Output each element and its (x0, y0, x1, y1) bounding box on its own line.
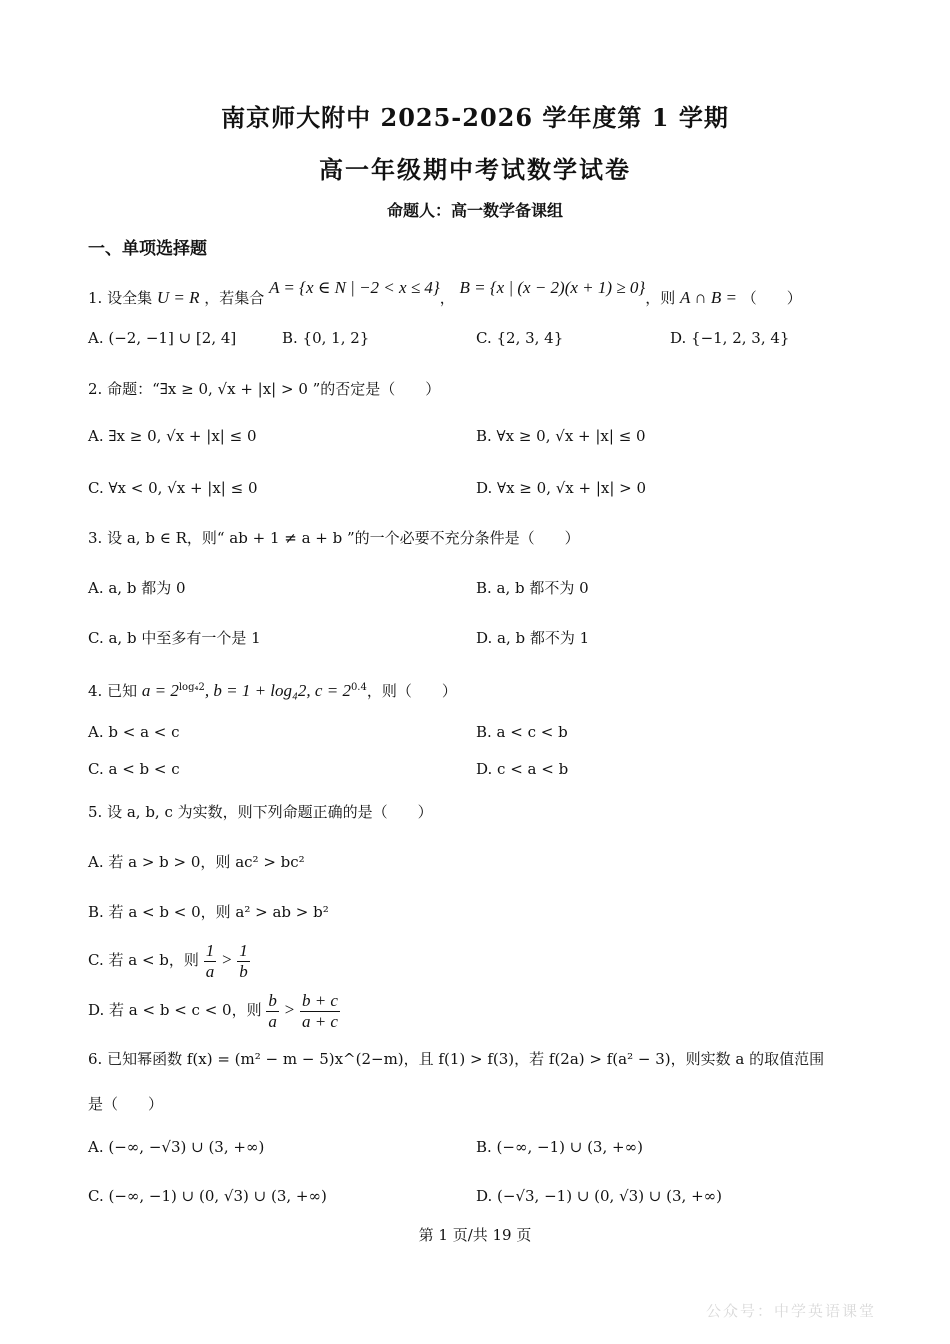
exam-title-line2: 高一年级期中考试数学试卷 (319, 155, 631, 184)
question-3-option-c[interactable]: C. a, b 中至多有一个是 1 (88, 629, 261, 647)
question-5-option-a[interactable]: A. 若 a > b > 0，则 ac² > bc² (88, 853, 305, 871)
question-1-option-d[interactable]: D. {−1, 2, 3, 4} (670, 329, 790, 347)
question-1-option-b[interactable]: B. {0, 1, 2} (282, 329, 370, 347)
fraction-1-over-b: $\frac{1}{b}$ (239, 940, 248, 981)
question-1-stem: 1. 设全集 U = R ，若集合 A = {x ∈ N | −2 < x ≤ 4}， B = {x | (x − 2)(x + 1) ≥ 0}，则 A ∩ B = （ ） (88, 278, 802, 307)
question-2-option-c[interactable]: C. ∀x < 0, √x + |x| ≤ 0 (88, 479, 258, 497)
question-6-stem-line2: 是（ ） (88, 1095, 164, 1113)
question-3-stem: 3. 设 a, b ∈ R，则“ ab + 1 ≠ a + b ”的一个必要不充分条件是（ ） (88, 529, 580, 547)
question-1-option-a[interactable]: A. (−2, −1] ∪ [2, 4] (88, 329, 237, 347)
question-5-option-b[interactable]: B. 若 a < b < 0，则 a² > ab > b² (88, 903, 329, 921)
question-3-option-a[interactable]: A. a, b 都为 0 (88, 579, 186, 597)
watermark: 公众号：中学英语课堂 (706, 1302, 877, 1320)
section-title: 一、单项选择题 (88, 239, 207, 259)
question-4-option-c[interactable]: C. a < b < c (88, 760, 180, 778)
exam-title-line1: 南京师大附中 2025-2026 学年度第 1 学期 (221, 103, 729, 132)
question-6-stem-line1: 6. 已知幂函数 f(x) = (m² − m − 5)x^(2−m)，且 f(1) > f(3)，若 f(2a) > f(a² − 3)，则实数 a 的取值范围 (88, 1050, 825, 1068)
question-4-stem: 4. 已知 $a = 2^{log_42}$, b = 1 + log₄2, $c = 2^{0.4}$，则（ ） (88, 681, 457, 700)
question-2-stem: 2. 命题：“∃x ≥ 0, √x + |x| > 0 ”的否定是（ ） (88, 380, 441, 398)
question-2-option-a[interactable]: A. ∃x ≥ 0, √x + |x| ≤ 0 (88, 427, 257, 445)
question-5-option-c[interactable]: C. 若 a < b，则 $\frac{1}{a}$ > $\frac{1}{b}$ (88, 940, 248, 981)
question-6-option-c[interactable]: C. (−∞, −1) ∪ (0, √3) ∪ (3, +∞) (88, 1187, 327, 1205)
question-5-stem: 5. 设 a, b, c 为实数，则下列命题正确的是（ ） (88, 803, 433, 821)
fraction-1-over-a: $\frac{1}{a}$ (205, 940, 215, 981)
exam-author: 命题人：高一数学备课组 (386, 201, 563, 220)
page-footer: 第 1 页/共 19 页 (418, 1226, 532, 1244)
question-4-option-d[interactable]: D. c < a < b (476, 760, 569, 778)
fraction-b-over-a: $\frac{b}{a}$ (268, 990, 277, 1031)
fraction-b-plus-c-over-a-plus-c: $\frac{b + c}{a + c}$ (301, 990, 338, 1031)
question-2-option-d[interactable]: D. ∀x ≥ 0, √x + |x| > 0 (476, 479, 647, 497)
question-6-option-d[interactable]: D. (−√3, −1) ∪ (0, √3) ∪ (3, +∞) (476, 1187, 722, 1205)
question-6-option-a[interactable]: A. (−∞, −√3) ∪ (3, +∞) (88, 1138, 265, 1156)
question-2-option-b[interactable]: B. ∀x ≥ 0, √x + |x| ≤ 0 (476, 427, 646, 445)
question-1-option-c[interactable]: C. {2, 3, 4} (476, 329, 564, 347)
question-3-option-d[interactable]: D. a, b 都不为 1 (476, 629, 590, 647)
question-6-option-b[interactable]: B. (−∞, −1) ∪ (3, +∞) (476, 1138, 643, 1156)
question-4-option-a[interactable]: A. b < a < c (88, 723, 180, 741)
question-5-option-d[interactable]: D. 若 a < b < c < 0，则 $\frac{b}{a}$ > $\frac{b + c}{a + c}$ (88, 990, 338, 1031)
question-4-option-b[interactable]: B. a < c < b (476, 723, 568, 741)
question-3-option-b[interactable]: B. a, b 都不为 0 (476, 579, 589, 597)
